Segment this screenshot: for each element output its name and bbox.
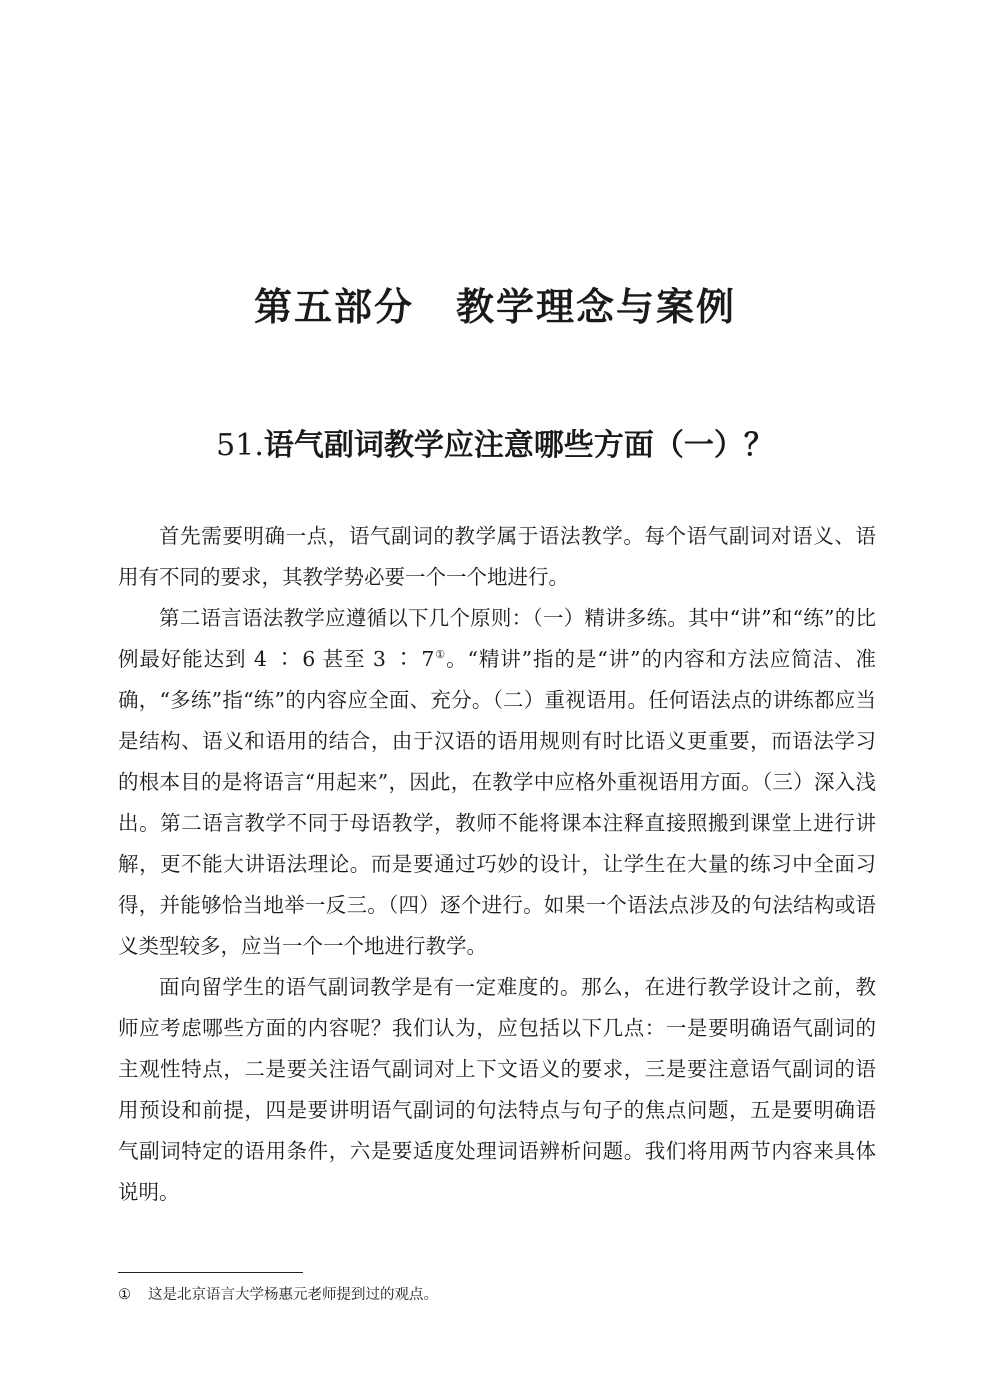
paragraph-2-part-a: 第二语言语法教学应遵循以下几个原则：（一）精讲多练。其中“讲”和“练”的比例最好能达到 4 ∶ 6 甚至 3 ∶ 7 [118, 606, 876, 671]
footnote-divider [118, 1272, 303, 1273]
section-title [0, 420, 990, 464]
footnote-reference[interactable]: ① [434, 648, 447, 662]
footnote [118, 1284, 876, 1306]
paragraph-3: 面向留学生的语气副词教学是有一定难度的。那么，在进行教学设计之前，教师应考虑哪些方面的内容呢？我们认为，应包括以下几点：一是要明确语气副词的主观性特点，二是要关注语气副词对上下文语义的要求，三是要注意语气副词的语用预设和前提，四是要讲明语气副词的句法特点与句子的焦点问题，五是要明确语气副词特定的语用条件，六是要适度处理词语辨析问题。我们将用两节内容来具体说明。 [118, 975, 876, 1204]
section-number: 51. [216, 428, 264, 463]
footnote-text: 这是北京语言大学杨惠元老师提到过的观点。 [148, 1287, 438, 1303]
paragraph-2-part-b: 。“精讲”指的是“讲”的内容和方法应简洁、准确，“多练”指“练”的内容应全面、充分。（二）重视语用。任何语法点的讲练都应当是结构、语义和语用的结合，由于汉语的语用规则有时比语义更重要，而语法学习的根本目的是将语言“用起来”，因此，在教学中应格外重视语用方面。（三）深入浅出。第二语言教学不同于母语教学，教师不能将课本注释直接照搬到课堂上进行讲解，更不能大讲语法理论。而是要通过巧妙的设计，让学生在大量的练习中全面习得，并能够恰当地举一反三。（四）逐个进行。如果一个语法点涉及的句法结构或语义类型较多，应当一个一个地进行教学。 [118, 647, 876, 958]
part-label: 第五部分 [253, 285, 414, 329]
part-title [0, 276, 990, 331]
paragraph-1: 首先需要明确一点，语气副词的教学属于语法教学。每个语气副词对语义、语用有不同的要求，其教学势必要一个一个地进行。 [118, 524, 876, 589]
part-name: 教学理念与案例 [456, 285, 737, 329]
body-text [118, 516, 876, 1213]
footnote-mark: ① [118, 1287, 131, 1303]
paragraph-2 [118, 598, 876, 967]
section-heading-text: 语气副词教学应注意哪些方面（一）？ [263, 428, 774, 463]
